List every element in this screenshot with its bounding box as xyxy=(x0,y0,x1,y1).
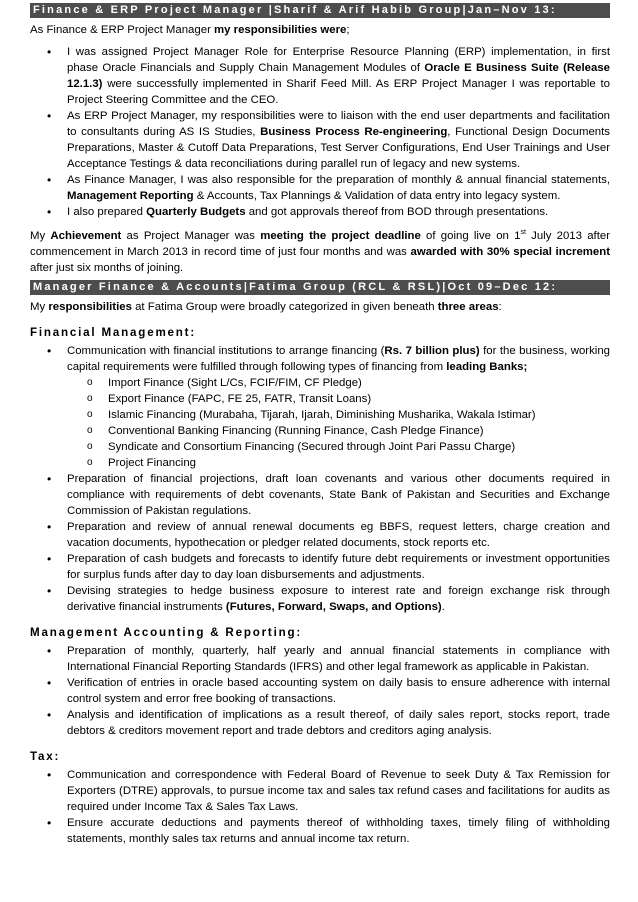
section-header-fatima: Manager Finance & Accounts|Fatima Group (RCL & RSL)|Oct 09–Dec 12: xyxy=(30,280,610,295)
financial-management-bullets xyxy=(30,343,610,375)
sub-item: o Islamic Financing (Murabaha, Tijarah, Ijarah, Diminishing Musharika, Wakala Istimar) xyxy=(108,407,610,423)
section1-intro xyxy=(30,22,610,38)
intro-punct: ; xyxy=(346,24,350,36)
heading-financial-management: Financial Management: xyxy=(30,326,196,339)
bullet-finance-manager: • As Finance Manager, I was also responsible for the preparation of monthly & annual financial statements, Management Reporting & Accounts, Tax Plannings & Validation of data entry into legacy system. xyxy=(67,172,610,204)
bullet-financing: • Communication with financial institutions to arrange financing (Rs. 7 billion plus) for the business, working capital requirements were fulfilled through following types of financing from leading Banks; xyxy=(67,343,610,375)
bullet-analysis: • Analysis and identification of implications as a result thereof, of daily sales report, stocks report, trade debtors & creditors movement report and trade debtors and creditors aging analysis. xyxy=(67,707,610,739)
sub-item: o Syndicate and Consortium Financing (Secured through Joint Pari Passu Charge) xyxy=(108,439,610,455)
section2-intro: My responsibilities at Fatima Group were broadly categorized in given beneath three areas: xyxy=(30,301,502,313)
section-header-sharif-arif: Finance & ERP Project Manager |Sharif & Arif Habib Group|Jan–Nov 13: xyxy=(30,3,610,18)
bullet-oracle-verification: • Verification of entries in oracle based accounting system on daily basis to ensure adherence with internal control system and error free booking of transactions. xyxy=(67,675,610,707)
heading-tax: Tax: xyxy=(30,750,61,763)
tax-bullets xyxy=(30,767,610,847)
financing-types-list xyxy=(30,375,610,471)
sub-item: o Import Finance (Sight L/Cs, FCIF/FIM, CF Pledge) xyxy=(108,375,610,391)
management-accounting-bullets xyxy=(30,643,610,739)
bullet-financial-statements: • Preparation of monthly, quarterly, half yearly and annual financial statements in compliance with International Financial Reporting Standards (IFRS) and other legal framework as applicable in Pakistan. xyxy=(67,643,610,675)
bullet-renewal-docs: • Preparation and review of annual renewal documents eg BBFS, request letters, charge creation and vacation documents, hypothecation or pledger related documents, stock reports etc. xyxy=(67,519,610,551)
resume-page xyxy=(30,0,610,847)
section1-bullets xyxy=(30,44,610,220)
financial-management-bullets-2 xyxy=(30,471,610,615)
heading-management-accounting: Management Accounting & Reporting: xyxy=(30,626,303,639)
intro-text: As Finance & ERP Project Manager xyxy=(30,24,215,36)
bullet-cash-budgets: • Preparation of cash budgets and forecasts to identify future debt requirements or investment opportunities for surplus funds after day to day loan disbursements and adjustments. xyxy=(67,551,610,583)
sub-item: o Conventional Banking Financing (Running Finance, Cash Pledge Finance) xyxy=(108,423,610,439)
achievement-paragraph: My Achievement as Project Manager was meeting the project deadline of going live on 1st July 2013 after commencement in March 2013 in record time of just four months and was awarded with 30% special increment after just six months of joining. xyxy=(30,229,610,274)
bullet-projections: • Preparation of financial projections, draft loan covenants and various other documents required in compliance with requirements of debt covenants, State Bank of Pakistan and Securities and Exchange Commission of Pakistan regulations. xyxy=(67,471,610,519)
bullet-budgets: • I also prepared Quarterly Budgets and got approvals thereof from BOD through presentations. xyxy=(67,204,610,220)
bullet-hedging: • Devising strategies to hedge business exposure to interest rate and foreign exchange risk through derivative financial instruments (Futures, Forward, Swaps, and Options). xyxy=(67,583,610,615)
sub-item: o Export Finance (FAPC, FE 25, FATR, Transit Loans) xyxy=(108,391,610,407)
bullet-withholding: • Ensure accurate deductions and payments thereof of withholding taxes, timely filing of withholding statements, monthly sales tax returns and annual income tax return. xyxy=(67,815,610,847)
intro-bold: my responsibilities were xyxy=(214,24,347,36)
bullet-erp-role: • I was assigned Project Manager Role for Enterprise Resource Planning (ERP) implementation, in first phase Oracle Financials and Supply Chain Management Modules of Oracle E Business Suite (Release 12.1.3) were successfully implemented in Sharif Feed Mill. As ERP Project Manager I was reportable to Project Steering Committee and the CEO. xyxy=(67,44,610,108)
sub-item: o Project Financing xyxy=(108,455,610,471)
bullet-liaison: • As ERP Project Manager, my responsibilities were to liaison with the end user departments and facilitation to consultants during AS IS Studies, Business Process Re-engineering, Functional Design Documents Preparations, Master & Cutoff Data Preparations, Test Server Configurations, End User Trainings and User Acceptance Testings & data reconciliations during parallel run of legacy and new systems. xyxy=(67,108,610,172)
bullet-fbr: • Communication and correspondence with Federal Board of Revenue to seek Duty & Tax Remission for Exporters (DTRE) approvals, to pursue income tax and sales tax refund cases and facilitations for audits as required under Income Tax & Sales Tax Laws. xyxy=(67,767,610,815)
